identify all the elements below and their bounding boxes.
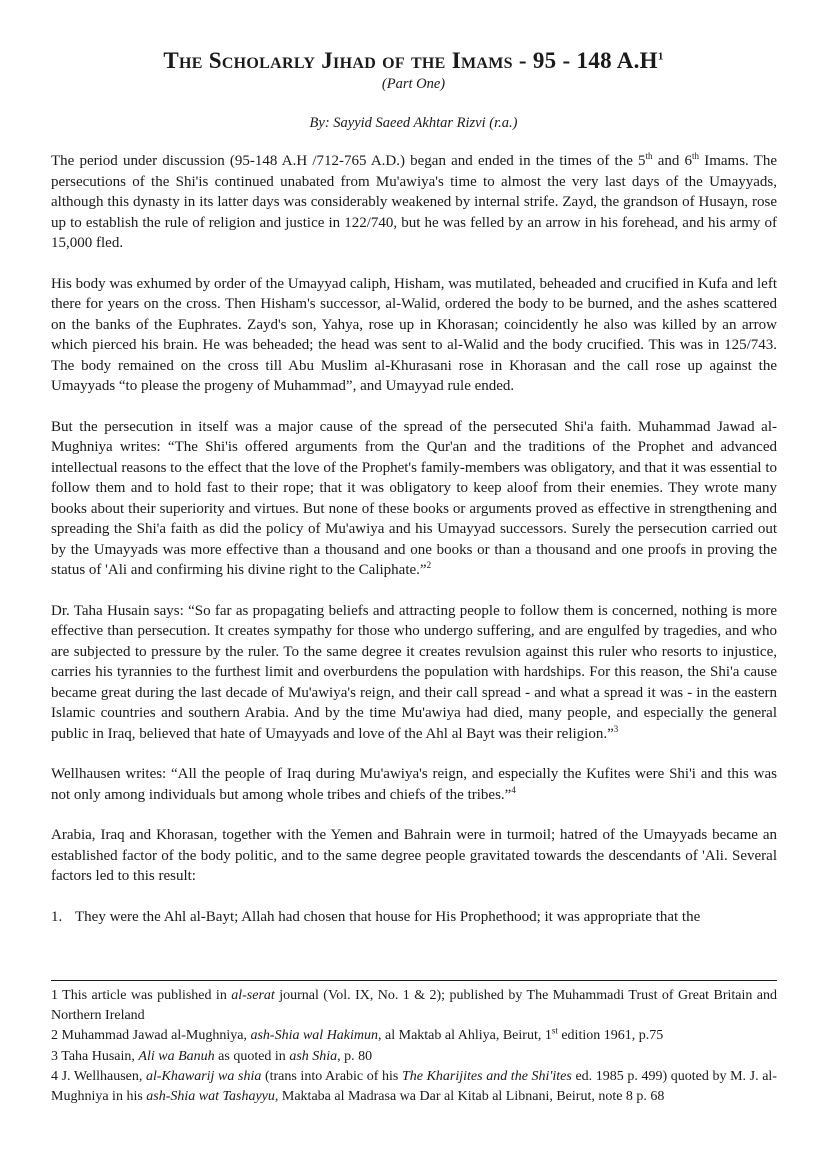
footnote-text: (trans into Arabic of his	[261, 1069, 402, 1084]
footnote-3	[51, 1047, 777, 1067]
paragraph-1	[51, 151, 777, 254]
article-subtitle: (Part One)	[381, 76, 446, 92]
paragraph-text: But the persecution in itself was a major cause of the spread of the persecuted Shi'a faith. Muhammad Jawad al-Mughniya writes: “The Shi'is offered arguments from the Qur'an and the traditions of the Prophet and advanced intellectual reasons to the effect that the love of the Prophet's family-members was obligatory, and that it was essential to follow them and to hold fast to their rope; that it was obligatory to keep aloof from their enemies. They wrote many books about their superiority and virtues. But none of these books or arguments proved as effective in strengthening and spreading the Shi'a faith as did the policy of Mu'awiya and his Umayyad successors. Surely the persecution carried out by the Umayyads was more effective than a thousand and one books or than a thousand and one proofs in proving the status of 'Ali and confirming his divine right to the Caliphate.”	[51, 418, 777, 578]
paragraph-text: Dr. Taha Husain says: “So far as propagating beliefs and attracting people to follow them is concerned, nothing is more effective than persecution. It creates sympathy for those who undergo suffering, and are engulfed by tragedies, and who are subjected to pressure by the ruler. To the same degree it creates revulsion against this ruler who resorts to injustice, carries his tyrannies to the furthest limit and overburdens the population with hardships. For this reason, the Shi'a cause became great during the last decade of Mu'awiya's reign, and their call spread - and what a spread it was - in the eastern Islamic countries and southern Arabia. And by the time Mu'awiya had died, many people, and especially the general public in Iraq, believed that hate of Umayyads and love of the Ahl al Bayt was their religion.”	[51, 602, 777, 742]
footnote-marker[interactable]: 4	[511, 784, 516, 795]
footnote-title: ash-Shia wat Tashayyu	[146, 1088, 275, 1104]
ordinal-suffix: th	[645, 151, 653, 161]
paragraph-4	[51, 601, 777, 745]
paragraph-2: His body was exhumed by order of the Umayyad caliph, Hisham, was mutilated, beheaded and crucified in Kufa and left there for years on the cross. Then Hisham's successor, al-Walid, ordered the body to be burned, and the ashes scattered on the banks of the Euphrates. Zayd's son, Yahya, rose up in Khorasan; coincidently he also was killed by an arrow which pierced his brain. He was beheaded; the head was sent to al-Walid and the body crucified. This was in 125/743. The body remained on the cross till Abu Muslim al-Khurasani rose in Khorasan and the call rose up against the Umayyads “to please the progeny of Muhammad”, and Umayyad rule ended.	[51, 275, 777, 394]
list-item-number: 1.	[51, 908, 63, 925]
paragraph-6: Arabia, Iraq and Khorasan, together with the Yemen and Bahrain were in turmoil; hatred of the Umayyads became an established factor of the body politic, and to the same degree people gravitated towards the descendants of 'Ali. Several factors led to this result:	[51, 827, 777, 884]
footnote-title: al-serat	[231, 988, 275, 1003]
footnote-text: ed. 1985 p. 499) quoted by M. J. al-Mughniya in his	[51, 1069, 777, 1104]
list-item-text: They were the Ahl al-Bayt; Allah had chosen that house for His Prophethood; it was appropriate that the	[75, 908, 701, 925]
footnote-title: al-Khawarij wa shia	[145, 1069, 262, 1084]
footnote-number: 2	[51, 1028, 58, 1043]
ordinal-suffix: th	[692, 151, 700, 161]
footnote-text: journal (Vol. IX, No. 1 & 2); published by The Muhammadi Trust of Great Britain and Northern Ireland	[51, 988, 777, 1023]
footnote-text: This article was published in	[62, 988, 232, 1003]
footnote-number: 4	[51, 1069, 58, 1084]
footnote-title: ash Shia	[289, 1048, 338, 1064]
footnote-text: Muhammad Jawad al-Mughniya,	[61, 1028, 251, 1043]
footnote-text: edition 1961, p.75	[557, 1028, 664, 1043]
footnotes-section	[51, 986, 777, 1107]
footnote-text: , p. 80	[337, 1048, 373, 1064]
footnote-1	[51, 986, 777, 1025]
footnote-text: as quoted in	[214, 1048, 290, 1064]
footnote-text: Taha Husain,	[61, 1048, 139, 1064]
author-byline: By: Sayyid Saeed Akhtar Rizvi (r.a.)	[309, 115, 518, 131]
paragraph-text: and 6	[652, 153, 693, 169]
paragraph-text: Wellhausen writes: “All the people of Iraq during Mu'awiya's reign, and especially the Kufites were Shi'i and this was not only among individuals but among whole tribes and chiefs of the tribes.”	[51, 766, 777, 803]
ordinal-suffix: st	[551, 1025, 558, 1036]
title-text: The Scholarly Jihad of the Imams - 95 - 148 A.H	[163, 48, 658, 73]
footnote-divider	[51, 980, 777, 981]
footnote-2	[51, 1026, 777, 1046]
footnote-text: , Maktaba al Madrasa wa Dar al Kitab al Libnani, Beirut, note 8 p. 68	[274, 1088, 665, 1104]
list-item	[51, 907, 777, 928]
footnote-number: 1	[51, 988, 58, 1003]
footnote-text: J. Wellhausen,	[61, 1069, 146, 1084]
footnote-text: , al Maktab al Ahliya, Beirut, 1	[378, 1028, 552, 1043]
title-footnote-marker[interactable]: 1	[657, 50, 664, 63]
footnote-title: Ali wa Banuh	[138, 1048, 215, 1064]
footnote-4	[51, 1067, 777, 1106]
paragraph-3	[51, 417, 777, 581]
footnote-marker[interactable]: 3	[613, 723, 619, 734]
article-body	[51, 151, 777, 927]
footnote-marker[interactable]: 2	[426, 560, 432, 570]
footnote-title: ash-Shia wal Hakimun	[250, 1028, 379, 1043]
footnote-title: The Kharijites and the Shi'ites	[401, 1069, 572, 1084]
paragraph-text: Imams. The persecutions of the Shi'is continued unabated from Mu'awiya's time to almost the very last days of the Umayyads, although this dynasty in its latter days was considerably weakened by internal strife. Zayd, the grandson of Husayn, rose up to establish the rule of religion and justice in 122/740, but he was felled by an arrow in his forehead, and his army of 15,000 fled.	[51, 153, 777, 251]
article-title	[0, 48, 827, 74]
footnote-number: 3	[51, 1048, 58, 1064]
paragraph-text: The period under discussion (95-148 A.H /712-765 A.D.) began and ended in the times of the 5	[51, 153, 646, 169]
paragraph-5	[51, 764, 777, 805]
